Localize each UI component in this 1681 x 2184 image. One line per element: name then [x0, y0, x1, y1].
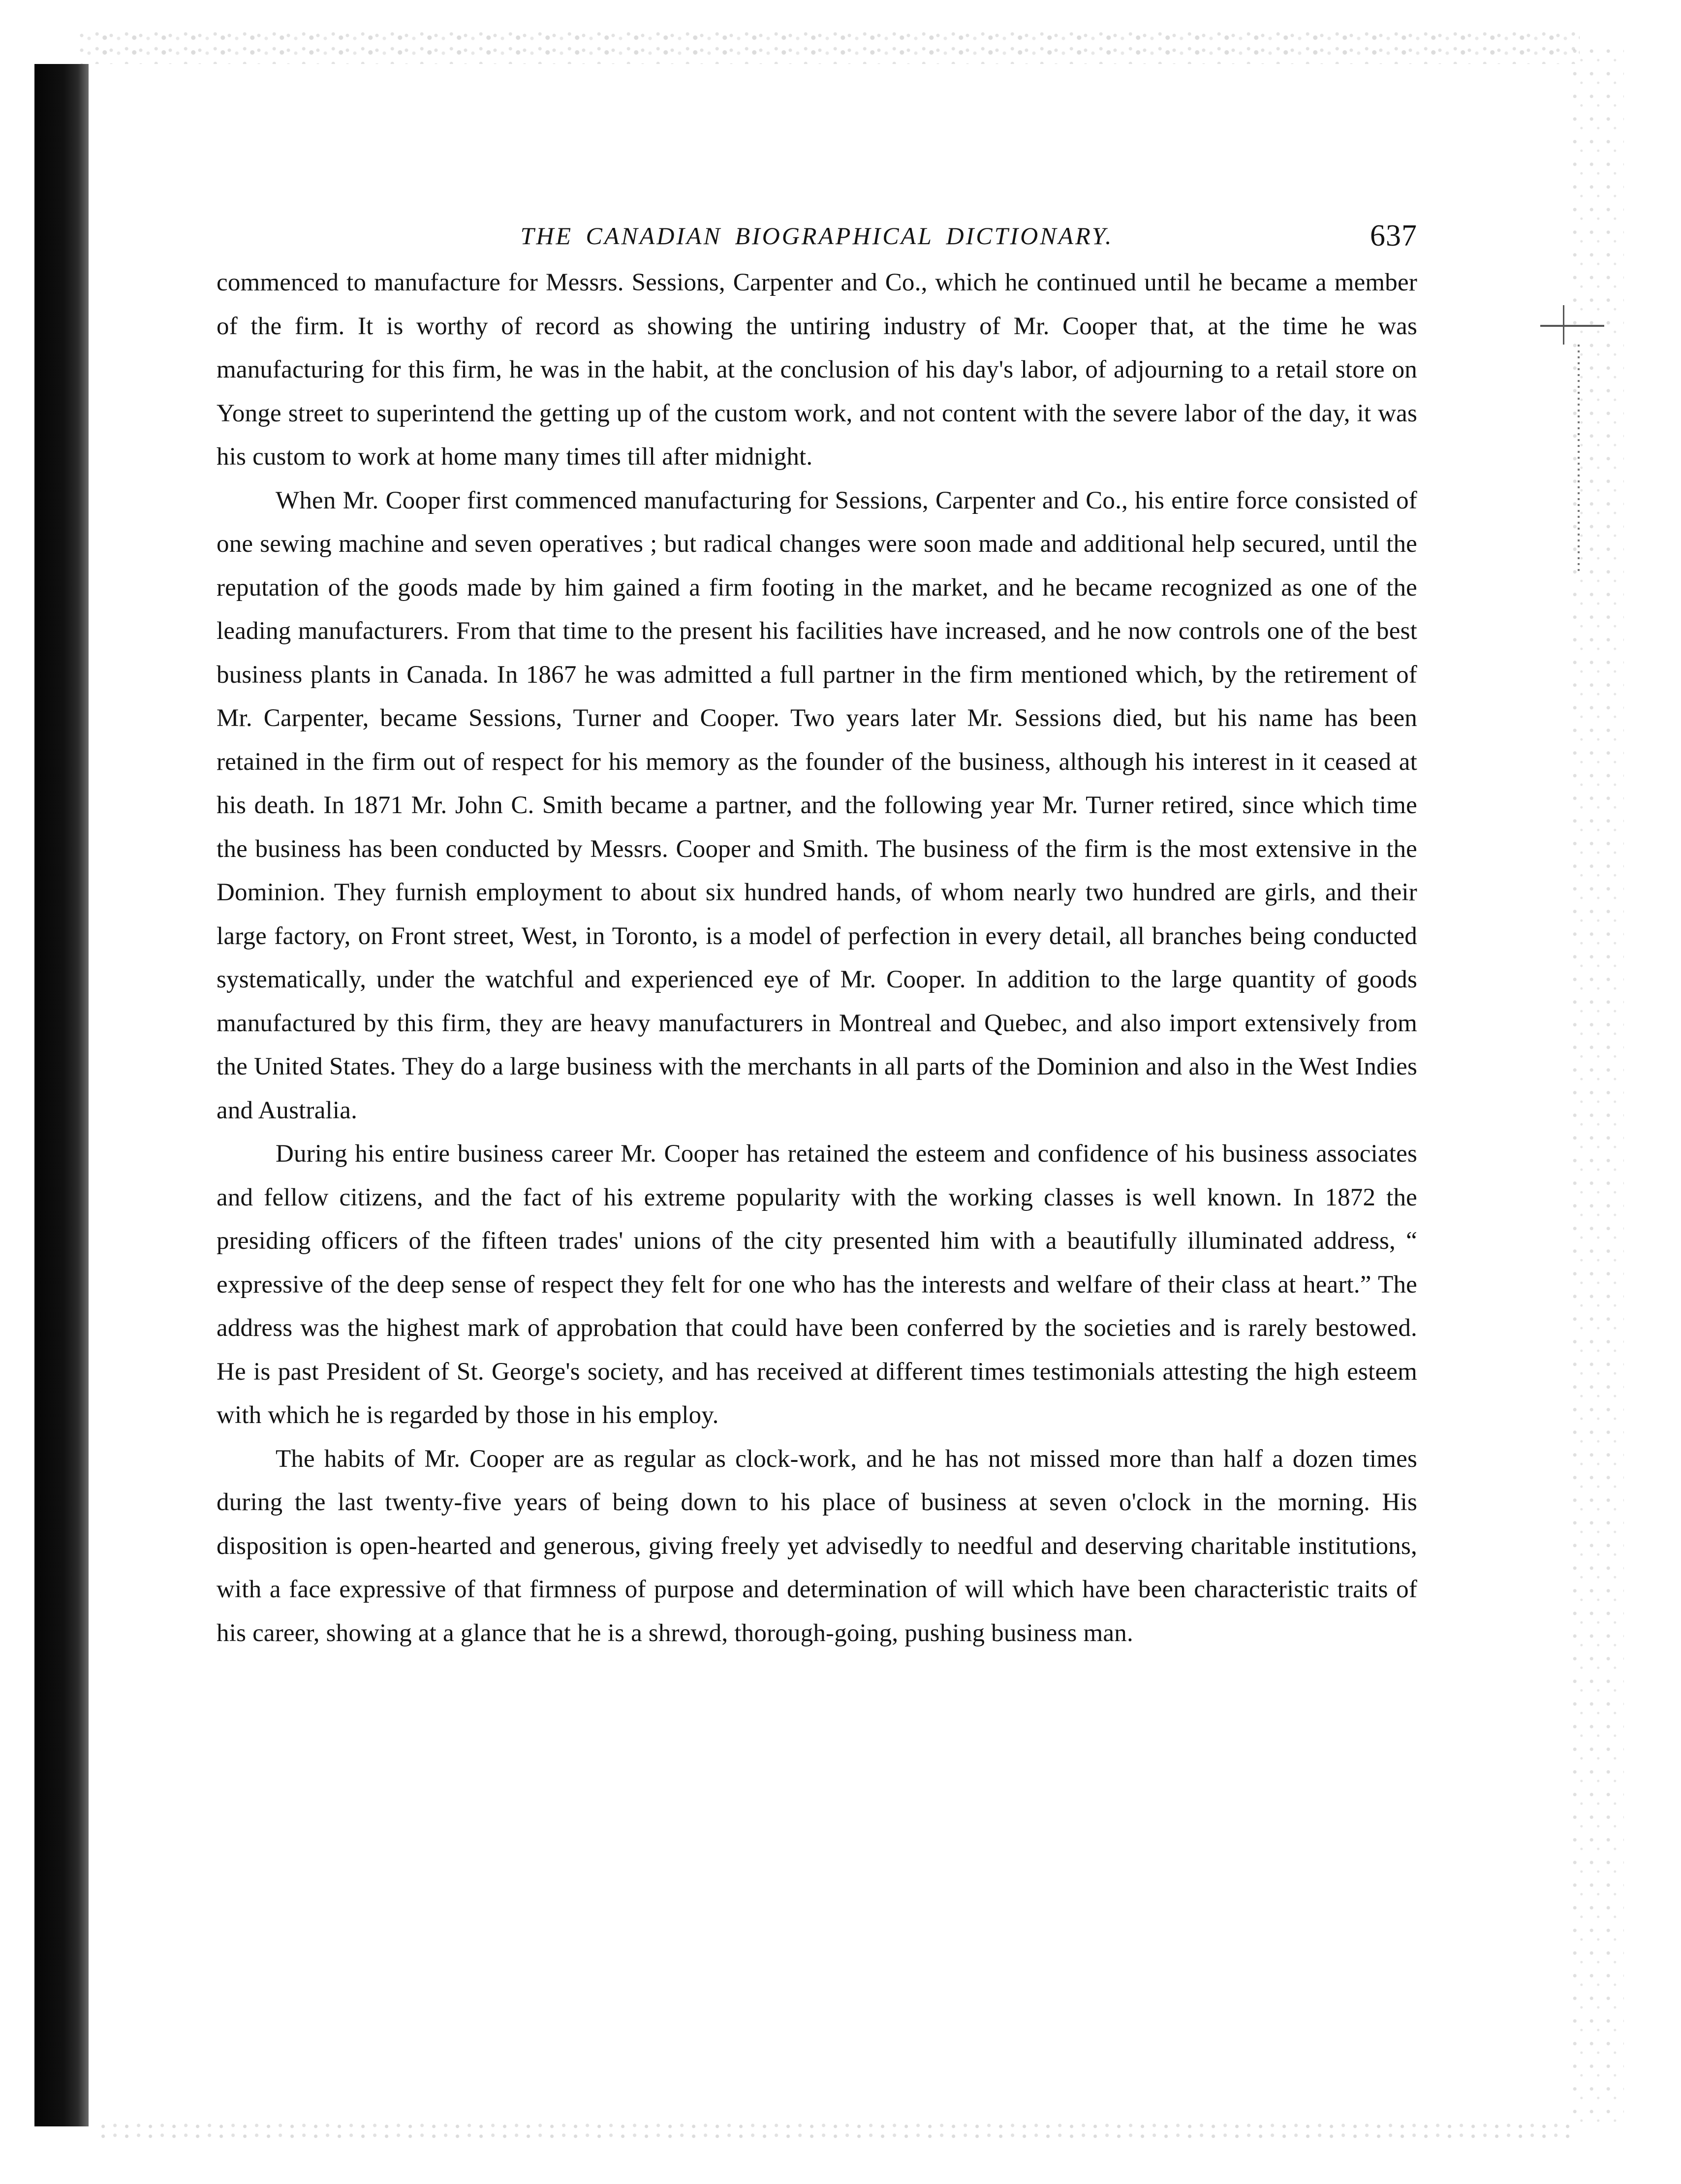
scan-noise-bottom — [98, 2121, 1575, 2141]
body-text — [217, 261, 1417, 1655]
book-page — [217, 217, 1417, 1655]
paragraph-1: commenced to manufacture for Messrs. Sessions, Carpenter and Co., which he continued until he became a member of the firm. It is worthy of record as showing the untiring industry of Mr. Cooper that, at the time he was manufacturing for this firm, he was in the habit, at the conclusion of his day's labor, of adjourning to a retail store on Yonge street to superintend the getting up of the custom work, and not content with the severe labor of the day, it was his custom to work at home many times till after midnight. — [217, 269, 1417, 471]
scan-noise-top — [79, 30, 1580, 64]
page-number: 637 — [1370, 219, 1417, 253]
paragraph-2: When Mr. Cooper first commenced manufacturing for Sessions, Carpenter and Co., his entire force consisted of one sewing machine and seven operatives ; but radical changes were soon made and additional help secured, until the reputation of the goods made by him gained a firm footing in the market, and he became recognized as one of the leading manufacturers. From that time to the present his facilities have increased, and he now controls one of the best business plants in Canada. In 1867 he was admitted a full partner in the firm mentioned which, by the retirement of Mr. Carpenter, became Sessions, Turner and Cooper. Two years later Mr. Sessions died, but his name has been retained in the firm out of respect for his memory as the founder of the business, although his interest in it ceased at his death. In 1871 Mr. John C. Smith became a partner, and the following year Mr. Turner retired, since which time the business has been conducted by Messrs. Cooper and Smith. The business of the firm is the most extensive in the Dominion. They furnish employment to about six hundred hands, of whom nearly two hundred are girls, and their large factory, on Front street, West, in Toronto, is a model of perfection in every detail, all branches being conducted systematically, under the watchful and experienced eye of Mr. Cooper. In addition to the large quantity of goods manufactured by this firm, they are heavy manufacturers in Montreal and Quebec, and also import extensively from the United States. They do a large business with the merchants in all parts of the Dominion and also in the West Indies and Australia. — [217, 486, 1417, 1124]
margin-dotted-line — [1578, 345, 1580, 571]
running-head — [217, 217, 1417, 261]
binding-shadow — [34, 64, 89, 2126]
margin-mark — [1540, 325, 1604, 327]
paragraph-3: During his entire business career Mr. Cooper has retained the esteem and confidence of his business associates and fellow citizens, and the fact of his extreme popularity with the working classes is well known. In 1872 the presiding officers of the fifteen trades' unions of the city presented him with a beautifully illuminated address, “ expressive of the deep sense of respect they felt for one who has the interests and welfare of their class at heart.” The address was the highest mark of approbation that could have been conferred by the societies and is rarely bestowed. He is past President of St. George's society, and has received at different times testimonials attesting the high esteem with which he is regarded by those in his employ. — [217, 1140, 1417, 1429]
paragraph-4: The habits of Mr. Cooper are as regular as clock-work, and he has not missed more than half a dozen times during the last twenty-five years of being down to his place of business at seven o'clock in the morning. His disposition is open-hearted and generous, giving freely yet advisedly to needful and deserving charitable institutions, with a face expressive of that firmness of purpose and determination of will which have been characteristic traits of his career, showing at a glance that he is a shrewd, thorough-going, pushing business man. — [217, 1445, 1417, 1647]
running-title: THE CANADIAN BIOGRAPHICAL DICTIONARY. — [520, 222, 1114, 250]
margin-mark-vertical — [1563, 305, 1564, 345]
